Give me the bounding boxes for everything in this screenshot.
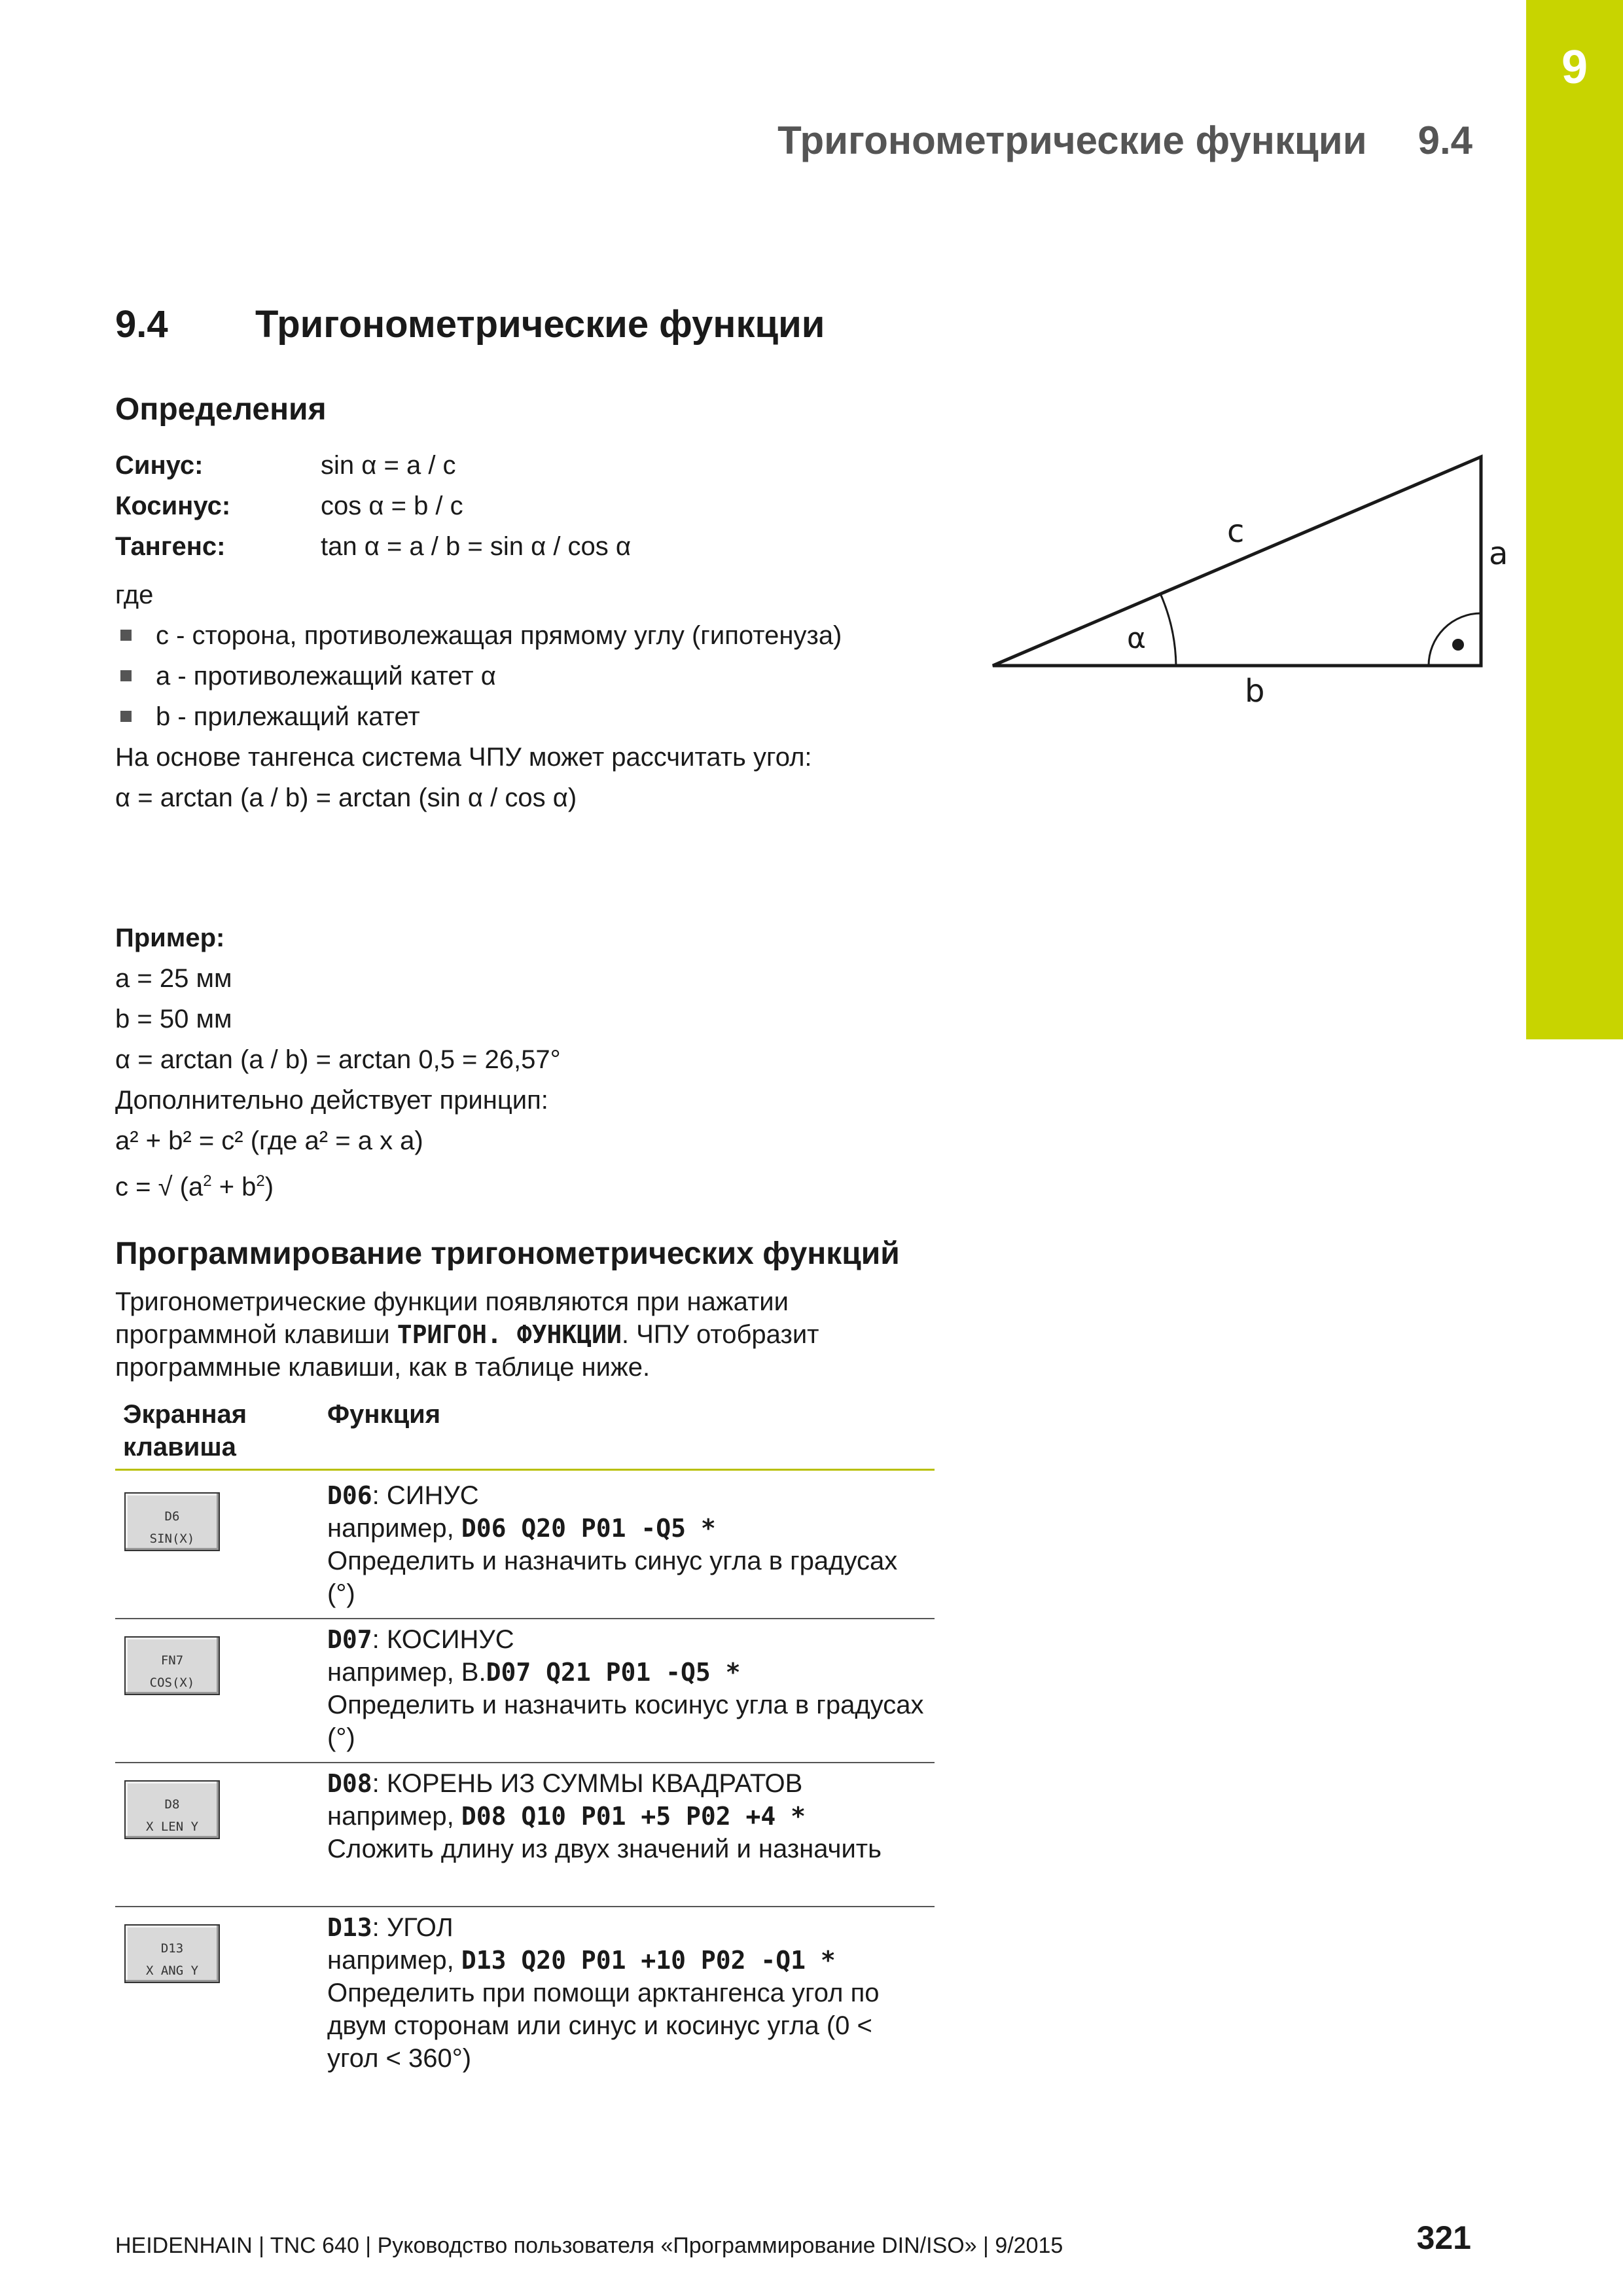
superscript: 2 (203, 1172, 212, 1190)
softkey-top-label: FN7 (160, 1653, 184, 1668)
example-prefix: например, (327, 1514, 461, 1543)
intro-text: Тригонометрические функции появляются при нажатии программной клавиши (115, 1287, 789, 1349)
bullet-item (120, 615, 842, 656)
function-title (327, 1623, 929, 1656)
softkey-top-label: D13 (160, 1941, 184, 1956)
function-code: D13 (327, 1913, 372, 1942)
example-code: D07 Q21 P01 -Q5 * (486, 1658, 741, 1687)
table-row (327, 1911, 929, 2075)
bullet-square-icon (120, 711, 132, 722)
bullet-text: a - противолежащий катет α (156, 662, 496, 691)
definitions-heading: Определения (115, 392, 327, 427)
example-line: a² + b² = c² (где a² = a x a) (115, 1126, 423, 1155)
table-header-rule (115, 1469, 935, 1471)
chapter-tab (1526, 0, 1623, 1039)
softkey-x-len-y[interactable] (124, 1780, 220, 1839)
definition-label: Косинус: (115, 492, 231, 520)
sqrt-formula-part: c = √ (a (115, 1172, 204, 1202)
definition-formula: tan α = a / b = sin α / cos α (321, 532, 632, 561)
function-title (327, 1911, 929, 1944)
column-header-softkey: Экранная клавиша (123, 1400, 247, 1462)
definition-formula: sin α = a / c (321, 451, 456, 480)
table-row (327, 1767, 929, 1865)
bullet-square-icon (120, 670, 132, 681)
example-code: D06 Q20 P01 -Q5 * (461, 1514, 716, 1543)
label-b: b (1245, 673, 1265, 709)
sqrt-formula-part: + b (211, 1172, 257, 1202)
column-header-function: Функция (327, 1400, 441, 1429)
definition-label: Синус: (115, 451, 204, 480)
function-example (327, 1944, 929, 1977)
function-example (327, 1512, 929, 1545)
section-title: Тригонометрические функции (255, 303, 825, 346)
example-code: D13 Q20 P01 +10 P02 -Q1 * (461, 1946, 836, 1975)
programming-heading: Программирование тригонометрических функций (115, 1236, 900, 1271)
function-title (327, 1767, 929, 1800)
example-prefix: например, (327, 1946, 461, 1975)
section-heading (115, 302, 825, 346)
definition-label: Тангенс: (115, 532, 226, 561)
function-name: : УГОЛ (372, 1913, 454, 1942)
label-a: a (1489, 535, 1508, 572)
example-line: a = 25 мм (115, 964, 232, 993)
intro-text: . ЧПУ отобразит программные клавиши, как в таблице ниже. (115, 1320, 819, 1382)
where-label: где (115, 581, 154, 609)
label-alpha: α (1127, 622, 1147, 655)
example-prefix: например, (327, 1802, 461, 1831)
bullet-item (120, 696, 420, 737)
sqrt-formula (115, 1161, 274, 1207)
programming-intro (115, 1285, 940, 1384)
function-description: Определить и назначить косинус угла в градусах (°) (327, 1691, 924, 1752)
function-code: D07 (327, 1625, 372, 1654)
page-number: 321 (1416, 2219, 1471, 2256)
right-triangle-diagram (982, 452, 1518, 726)
running-header-title: Тригонометрические функции (777, 118, 1367, 162)
chapter-number: 9 (1561, 41, 1588, 94)
table-row-rule (115, 1906, 935, 1907)
bullet-text: c - сторона, противолежащая прямому углу (гипотенуза) (156, 621, 842, 650)
softkey-bottom-label: COS(X) (149, 1676, 195, 1690)
function-description: Определить при помощи арктангенса угол по двум сторонам или синус и косинус угла (0 < угол < 360°) (327, 1979, 880, 2073)
softkey-sin[interactable] (124, 1492, 220, 1551)
softkey-bottom-label: X ANG Y (145, 1964, 199, 1978)
softkey-top-label: D8 (164, 1797, 180, 1812)
example-heading: Пример: (115, 924, 225, 952)
page-footer: HEIDENHAIN | TNC 640 | Руководство пользователя «Программирование DIN/ISO» | 9/2015 (115, 2233, 1063, 2258)
table-row (327, 1479, 929, 1610)
softkey-cos[interactable] (124, 1636, 220, 1695)
arctan-formula: α = arctan (a / b) = arctan (sin α / cos α) (115, 783, 577, 812)
tangent-note: На основе тангенса система ЧПУ может рассчитать угол: (115, 743, 812, 772)
bullet-item (120, 656, 496, 696)
table-row-rule (115, 1762, 935, 1763)
table-row-rule (115, 1618, 935, 1619)
softkey-top-label: D6 (164, 1509, 180, 1524)
triangle-outline (993, 457, 1481, 666)
example-prefix: например, В. (327, 1658, 486, 1687)
bullet-square-icon (120, 630, 132, 641)
label-c: c (1227, 513, 1245, 550)
function-example (327, 1800, 929, 1833)
function-name: : КОРЕНЬ ИЗ СУММЫ КВАДРАТОВ (372, 1769, 803, 1798)
section-number: 9.4 (115, 303, 168, 346)
running-header (777, 118, 1472, 163)
function-title (327, 1479, 929, 1512)
function-code: D08 (327, 1769, 372, 1798)
softkey-x-ang-y[interactable] (124, 1924, 220, 1983)
example-line: α = arctan (a / b) = arctan 0,5 = 26,57° (115, 1045, 561, 1074)
function-code: D06 (327, 1481, 372, 1510)
bullet-text: b - прилежащий катет (156, 702, 420, 731)
example-line: Дополнительно действует принцип: (115, 1086, 548, 1115)
softkey-bottom-label: SIN(X) (149, 1532, 195, 1546)
function-example (327, 1656, 929, 1689)
table-row (327, 1623, 929, 1754)
superscript: 2 (256, 1172, 265, 1190)
function-name: : КОСИНУС (372, 1625, 514, 1654)
right-angle-arc (1429, 613, 1481, 666)
example-code: D08 Q10 P01 +5 P02 +4 * (461, 1802, 806, 1831)
running-header-number: 9.4 (1418, 118, 1472, 162)
softkey-name: ТРИГОН. ФУНКЦИИ (397, 1320, 622, 1349)
example-line: b = 50 мм (115, 1005, 232, 1033)
right-angle-dot (1452, 639, 1464, 651)
function-description: Сложить длину из двух значений и назначить (327, 1835, 882, 1863)
softkey-bottom-label: X LEN Y (145, 1820, 199, 1834)
sqrt-formula-part: ) (264, 1172, 274, 1202)
function-description: Определить и назначить синус угла в градусах (°) (327, 1547, 898, 1608)
function-name: : СИНУС (372, 1481, 479, 1510)
angle-alpha-arc (1160, 594, 1176, 666)
definition-formula: cos α = b / c (321, 492, 463, 520)
